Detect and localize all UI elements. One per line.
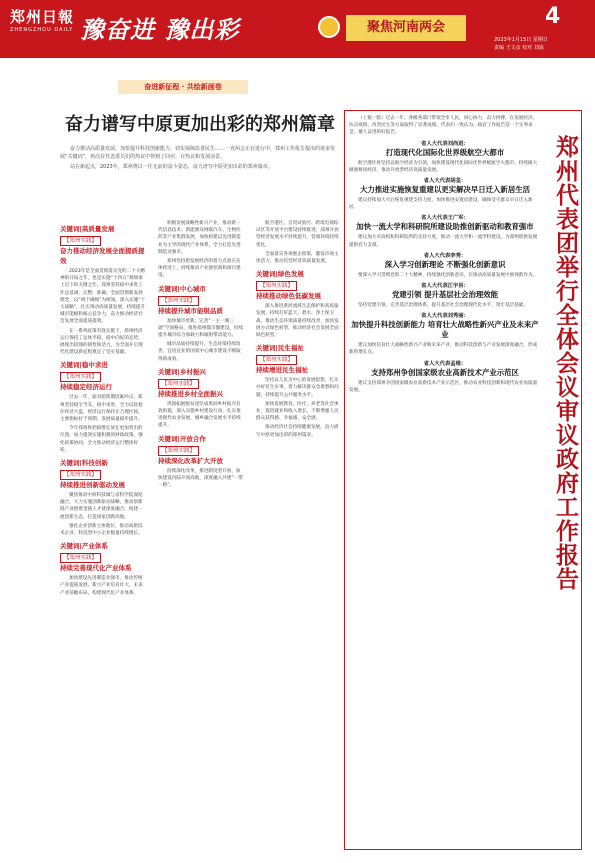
section-title: 持续推进创新驱动发展 [60,481,125,490]
article-paragraph: 推动经济社会持续健康发展，奋力谱写中原更加出彩的郑州篇章。 [256,425,339,438]
article-paragraph: 城市品质持续提升，生态环境持续改善，宜居宜业的国家中心城市建设不断取得新成效。 [158,342,241,362]
section-label: 【郑州实践】 [256,355,297,365]
article-paragraph: 强化企业创新主体地位，推动高新技术企业、科技型中小企业数量持续增长。 [60,523,143,537]
editor-credit: 责编 王文彦 校对 刘嵩 [494,45,544,51]
speech-title: 打造现代化国际化世界级航空大都市 [385,147,505,157]
speech-title: 支持郑州争创国家级农业高新技术产业示范区 [371,367,519,377]
speech-text: 建议持续加大灾后恢复重建支持力度，加快推进安置房建设，确保受灾群众早日迁入新居。 [349,198,533,211]
section-title: 持续增进民生福祉 [256,366,308,375]
article-paragraph: 坚持以人民为中心的发展思想，扎实办好民生实事，着力解决群众急难愁盼问题，持续提升公共服务水平。 [256,378,339,398]
article-paragraph: 深入推进黄河流域生态保护和高质量发展，持续打好蓝天、碧水、净土保卫战，推动生态环境质量持续改善，加快发展方式绿色转型，推动经济社会发展全面绿色转型。 [256,304,339,339]
delegation-feature [344,110,582,850]
speech-text: 建议加快培育壮大战略性新兴产业和未来产业，推动科技创新与产业发展深度融合，形成新的增长点。 [349,343,538,356]
speech-list [349,140,541,394]
article-paragraph: 郑州坚持把发展经济的着力点放在实体经济上，持续推动产业链招商和项目建设。 [158,259,241,279]
lead-paragraph: 奋力推动高质量发展、加快提升科技创新能力、切实保障改善民生……一直两会正在进行中，郑州工作报告提出的诸多发展“关键词”，再次在代表委员们的热议中得到了回应，在热议和发展前景。 [60,146,336,160]
article-paragraph: 2023年是全面贯彻落实党的二十大精神的开局之年，也是实施“十四五”规划承上启下的关键之年，郑州坚持稳中求进工作总基调，完整、准确、全面贯彻新发展理念，以“两个确保”为统领，深入实施“十大战略”，扎实推动高质量发展，持续提升城市能级和核心竞争力，奋力推动经济社会发展全面提质提效。 [60,269,146,325]
delegate-name: 省人大代表孟维： [423,360,467,367]
section-keyword: 关键词|高质量发展 [60,225,115,233]
delegate-name: 省人大代表刘秀丽： [421,313,469,320]
national-emblem-icon [318,16,340,38]
speech-title: 党建引领 提升基层社会治理效能 [391,290,499,300]
speech-text: 航空港区将坚持以航空经济为引领，加快建设现代化国际化世界级航空大都市，持续做大做强枢纽经济，推动开放型经济高质量发展。 [349,160,538,173]
article-paragraph: 航空港区、自贸试验区、跨境电商综试区等开放平台建设持续推进，郑州开放型经济发展水平持续提升，营商环境持续优化。 [256,221,339,248]
section-title: 持续深化改革扩大开放 [158,456,223,465]
speech-title: 大力推进实施恢复重建以更实解决早日迁入新居生活 [360,185,530,195]
delegate-name: 省人大代表王广军： [421,215,469,222]
section-title: 持续完善现代化产业体系 [60,564,132,573]
article-paragraph: 聚焦推动中原科技城与省科学院深度融合，大力实施创新驱动战略，推动创新链产业链资金链人才链深度融合，构建一流创新生态，打造国家创新高地。 [60,493,143,520]
speech-text: 要深入学习贯彻党的二十大精神，持续强化创新意识，在推动高质量发展中展现新作为。 [358,272,538,278]
section-keyword: 关键词|民生福祉 [256,344,304,353]
newspaper-logo: 郑州日報 [10,8,75,26]
speech-title: 深入学习创新理论 不断强化创新意识 [384,259,506,269]
delegate-name: 省人大代表李秀： [423,252,467,259]
section-keyword: 关键词|中心城市 [158,284,206,293]
section-keyword: 关键词|绿色发展 [256,270,304,279]
article-column [60,220,146,845]
lead-paragraph: 站在新起点，2023年，郑州将以一往无前的奋斗姿态，奋力谱写中原更加出彩的郑州篇章。 [70,164,273,170]
article-paragraph: 加快发展教育、医疗、养老等社会事业，促进就业和收入增长，不断增强人民群众获得感、幸福感、安全感。 [256,401,339,422]
article-column [256,220,342,845]
section-keyword: 关键词|科技创新 [60,459,108,468]
speech-text: 建议加大对高校和科研院所的支持力度，推动一流大学和一流学科建设，为郑州创新发展提供有力支撑。 [349,235,538,248]
speech-title: 加快一流大学和科研院所建设助推创新驱动和教育强市 [356,222,534,232]
section-title: 持续推进乡村全面振兴 [158,389,223,398]
delegation-intro: （上接一版）过去一年，各级各部门带领全市人民，同心协力，奋力拼搏，在发展经济、抗击疫情、改善民生等方面取得了显著成绩。代表们一致认为，政府工作报告是一个实事求是、催人奋进的好报告。 [349,116,538,136]
article-paragraph: 巩固拓展脱贫攻坚成果同乡村振兴有效衔接，深入实施乡村建设行动，扎实推进现代农业发展，城乡融合发展水平持续提升。 [158,401,241,429]
delegation-feature-body [349,115,541,845]
section-keyword: 关键词|产业体系 [60,542,108,551]
article-paragraph: 加快建设先进制造业强市，推动传统产业提质发展、新兴产业培育壮大、未来产业前瞻布局，构建现代化产业体系。 [60,576,143,596]
masthead [0,0,595,58]
section-title: 持续推动绿色低碳发展 [256,292,321,301]
section-label: 【郑州实践】 [158,446,199,456]
section-title: 持续提升城市能级品质 [158,306,223,315]
article-paragraph: 持续深化改革，推进制度型开放，加快建设内陆开放高地，深度融入共建“一带一路”。 [158,468,244,489]
article-paragraph: 积极发展战略性新兴产业，推动新一代信息技术、新能源及网联汽车、生物医药等产业集群发展，加快构建以先进制造业为主导的现代产业体系，全力打造先进制造业强市。 [158,221,241,255]
article-paragraph: 过去一年，面对超预期因素冲击，郑州坚持稳字当头、稳中求进，全力以赴稳住经济大盘，经济运行保持在合理区间，主要指标好于预期，发展质量稳步提升。 [60,395,143,423]
lead-paragraphs [60,145,342,173]
delegate-name: 省人大代表刘尚进： [421,140,469,147]
section-label: 【郑州实践】 [60,470,101,480]
section-label: 【郑州实践】 [60,236,101,246]
section-title: 奋力推动经济发展全面提质提效 [60,247,145,265]
issue-date: 2023年1月15日 星期日 [494,37,548,43]
speech-text: 建议支持郑州争创国家级农业高新技术产业示范区，推动农业科技创新和现代农业高质量发展。 [349,380,538,393]
newspaper-logo-subtitle: ZHENGZHOU DAILY [10,27,74,33]
article-paragraph: 在一系列政策有效实施下，郑州经济运行保持了总体平稳、稳中向好的态势，展现出较强的韧性和活力，为全面开启现代化建设新征程奠定了坚实基础。 [60,328,143,356]
section-label: 【郑州实践】 [60,372,101,382]
article-column [158,220,244,845]
speech-title: 加快提升科技创新能力 培育壮大战略性新兴产业及未来产业 [351,320,539,340]
page-number: 4 [545,4,561,29]
section-title: 持续稳定经济运行 [60,383,112,392]
section-keyword: 关键词|开放合作 [158,434,206,443]
speech-text: 坚持党建引领，完善基层治理体系，提升基层社会治理现代化水平，筑牢基层基础。 [358,303,528,309]
page-slogan: 豫奋进 豫出彩 [80,15,240,44]
section-keyword: 关键词|乡村振兴 [158,367,206,376]
article-paragraph: 全面落实各项惠企政策，激发市场主体活力，推动民营经济高质量发展。 [256,251,339,265]
delegate-name: 省人大代表江宇县： [421,283,469,290]
section-label: 【郑州实践】 [60,553,101,563]
section-label: 【郑州实践】 [158,379,199,389]
article-paragraph: 今年郑州将把稳增长放在更加突出的位置，加力提效实施积极的财政政策，强化政策协同，全力推动经济运行整体好转。 [60,426,143,453]
feature-tag: 奋进新征程 · 共绘新画卷 [118,80,248,94]
section-label: 【郑州实践】 [158,296,199,306]
section-title: 聚焦河南两会 [346,15,466,41]
page-headline: 奋力谱写中原更加出彩的郑州篇章 [65,114,335,135]
delegate-name: 省人大代表胡荃： [423,178,467,185]
section-label: 【郑州实践】 [256,281,297,291]
section-keyword: 关键词|稳中求进 [60,361,108,370]
delegation-title: 郑州代表团举行全体会议审议政府工作报告 [552,135,579,591]
article-paragraph: 加快城市更新，完善“一主一城三副”空间格局，推进郑州都市圈建设，持续提升城市综合承载力和辐射带动能力。 [158,318,244,339]
